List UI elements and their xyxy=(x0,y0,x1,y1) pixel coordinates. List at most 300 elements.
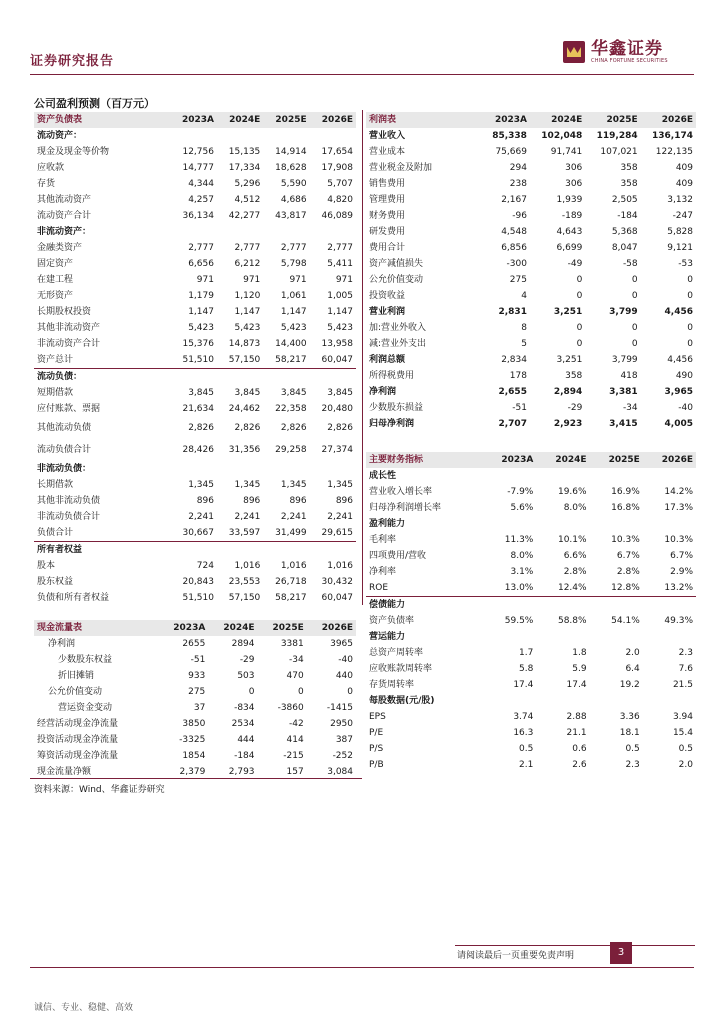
table-row xyxy=(34,128,356,144)
cell-value: 418 xyxy=(620,371,638,381)
table-row xyxy=(366,416,696,432)
table-row xyxy=(34,401,356,417)
cell-value: 3,251 xyxy=(553,307,583,317)
cell-value: 49.3% xyxy=(664,616,693,626)
row-label: 长期借款 xyxy=(37,480,74,490)
logo-mark-icon xyxy=(563,41,585,63)
table-row xyxy=(366,516,696,532)
cell-value: 17.4 xyxy=(566,680,587,690)
cell-value: 933 xyxy=(188,671,206,681)
row-label: 短期借款 xyxy=(37,388,74,398)
row-label: 少数股东损益 xyxy=(369,403,424,413)
row-label: 营运能力 xyxy=(369,632,406,642)
cell-value: 4,257 xyxy=(188,195,214,205)
cell-value: 7.6 xyxy=(678,664,693,674)
table-row xyxy=(366,693,696,709)
table-row xyxy=(366,256,696,272)
cell-value: 3,799 xyxy=(609,307,638,317)
cell-value: 23,553 xyxy=(228,577,261,587)
cell-value: 12.4% xyxy=(536,580,589,597)
cell-value: 12.8% xyxy=(590,580,643,597)
row-label: 减:营业外支出 xyxy=(369,339,427,349)
cell-value: -42 xyxy=(289,719,304,729)
row-label: 净利润 xyxy=(48,639,76,649)
cell-value: -300 xyxy=(506,259,527,269)
table-row xyxy=(34,160,356,176)
table-row xyxy=(34,636,356,652)
cell-value: 8,047 xyxy=(611,243,638,253)
cell-value: 3,845 xyxy=(280,388,307,398)
table-row xyxy=(34,256,356,272)
row-label: 盈利能力 xyxy=(369,519,406,529)
table-row xyxy=(34,461,356,477)
cell-value: -252 xyxy=(332,751,353,761)
table-row xyxy=(34,417,356,439)
row-label: 公允价值变动 xyxy=(48,687,103,697)
cell-value xyxy=(263,224,309,240)
cell-value: 0.6 xyxy=(572,744,587,754)
row-label: 现金流量净额 xyxy=(37,767,92,777)
row-label: 管理费用 xyxy=(369,195,406,205)
table-row xyxy=(34,224,356,240)
year-header: 2025E xyxy=(585,112,640,128)
cell-value: 4,456 xyxy=(667,355,693,365)
cell-value: 971 xyxy=(335,275,353,285)
row-label: 负债合计 xyxy=(34,525,170,542)
cell-value: 0 xyxy=(248,687,255,697)
financial-indicators-table xyxy=(366,452,696,773)
row-label: 应付账款、票据 xyxy=(37,404,101,414)
cell-value: 60,047 xyxy=(321,593,353,603)
table-row xyxy=(34,477,356,493)
cell-value: 13,958 xyxy=(321,339,353,349)
table-row xyxy=(366,288,696,304)
cell-value: 9,121 xyxy=(667,243,693,253)
table-row xyxy=(34,509,356,525)
cell-value: 1,016 xyxy=(327,561,353,571)
table-row xyxy=(366,661,696,677)
cell-value: 2,655 xyxy=(498,387,527,397)
cell-value: 4,005 xyxy=(664,419,693,429)
cell-value: 2.0 xyxy=(678,760,693,770)
balance-sheet-table xyxy=(34,112,356,606)
cell-value: 16.3 xyxy=(513,728,534,738)
cell-value xyxy=(643,516,696,532)
cell-value: -189 xyxy=(561,211,583,221)
row-label: 非流动负债合计 xyxy=(37,512,101,522)
cell-value: 414 xyxy=(286,735,304,745)
cell-value: 136,174 xyxy=(652,131,693,141)
cell-value xyxy=(482,468,536,484)
row-label: 资产总计 xyxy=(34,352,170,369)
cell-value: 91,741 xyxy=(550,147,583,157)
income-statement-table xyxy=(366,112,696,432)
cell-value: 2655 xyxy=(182,639,206,649)
cell-value: 2,241 xyxy=(188,512,214,522)
row-label: 营业收入增长率 xyxy=(369,487,433,497)
cell-value: 1854 xyxy=(182,751,206,761)
table-row xyxy=(366,160,696,176)
cell-value: 4 xyxy=(521,291,527,301)
table-row xyxy=(366,352,696,368)
cell-value: -34 xyxy=(289,655,304,665)
cell-value: 58.8% xyxy=(557,616,587,626)
table-row xyxy=(366,224,696,240)
cell-value: 8.0% xyxy=(510,551,534,561)
cell-value: 896 xyxy=(289,496,307,506)
row-label: 少数股东权益 xyxy=(58,655,113,665)
cell-value: -40 xyxy=(338,655,353,665)
cell-value: 59.5% xyxy=(504,616,534,626)
cell-value xyxy=(170,542,217,559)
table-row xyxy=(366,368,696,384)
cell-value xyxy=(217,224,263,240)
cell-value: 5 xyxy=(521,339,527,349)
row-label: 其他流动负债 xyxy=(37,423,92,433)
year-header: 2025E xyxy=(263,112,309,128)
year-header: 2023A xyxy=(482,112,530,128)
cell-value: 5,828 xyxy=(667,227,693,237)
table-row xyxy=(34,336,356,352)
cell-value: 17.4 xyxy=(513,680,534,690)
cell-value: 2,894 xyxy=(553,387,583,397)
cell-value xyxy=(263,461,309,477)
cell-value: 3,132 xyxy=(667,195,693,205)
cell-value: 17,908 xyxy=(321,163,353,173)
cell-value: 1,147 xyxy=(234,307,261,317)
year-header: 2024E xyxy=(530,112,585,128)
cell-value xyxy=(536,693,589,709)
table-row xyxy=(34,304,356,320)
cell-value: 15,135 xyxy=(228,147,261,157)
cell-value: -3325 xyxy=(179,735,206,745)
cell-value: 294 xyxy=(509,163,527,173)
row-label: 长期股权投资 xyxy=(37,307,92,317)
cell-value: 10.3% xyxy=(664,535,693,545)
table-row xyxy=(366,144,696,160)
cell-value: 724 xyxy=(196,561,214,571)
cell-value: 4,456 xyxy=(664,307,693,317)
cell-value: 157 xyxy=(286,767,304,777)
cell-value: 57,150 xyxy=(217,352,263,369)
year-header: 2026E xyxy=(307,620,356,636)
row-label: 应收账款周转率 xyxy=(369,664,433,674)
row-label: P/S xyxy=(369,744,384,754)
cell-value: -834 xyxy=(234,703,255,713)
cell-value: 4,548 xyxy=(501,227,527,237)
cell-value: 2894 xyxy=(231,639,255,649)
cell-value: 2950 xyxy=(330,719,353,729)
cell-value: -29 xyxy=(567,403,583,413)
cell-value: 896 xyxy=(335,496,353,506)
table-row xyxy=(34,385,356,401)
cell-value: 3381 xyxy=(280,639,304,649)
year-header: 2026E xyxy=(641,112,696,128)
cell-value: 6.4 xyxy=(625,664,640,674)
row-label: 费用合计 xyxy=(369,243,406,253)
year-header: 2026E xyxy=(643,452,696,468)
row-label: 其他非流动负债 xyxy=(37,496,101,506)
cell-value: 2,379 xyxy=(179,767,206,777)
cell-value xyxy=(536,597,589,614)
cell-value: 275 xyxy=(188,687,206,697)
cell-value: 2,707 xyxy=(498,419,527,429)
cell-value: 178 xyxy=(509,371,527,381)
cell-value: 3,415 xyxy=(609,419,638,429)
year-header: 2023A xyxy=(482,452,536,468)
row-label: 偿债能力 xyxy=(369,600,406,610)
cell-value: 6,212 xyxy=(234,259,261,269)
row-label: 四项费用/营收 xyxy=(369,551,427,561)
cell-value: 2.6 xyxy=(572,760,587,770)
cell-value: 2,826 xyxy=(327,423,353,433)
cell-value xyxy=(263,369,309,386)
cell-value: 306 xyxy=(565,163,583,173)
cell-value: 470 xyxy=(286,671,304,681)
cell-value: 15,376 xyxy=(182,339,214,349)
cell-value: 444 xyxy=(237,735,255,745)
row-label: 流动负债合计 xyxy=(37,445,92,455)
row-label: 所得税费用 xyxy=(369,371,415,381)
cell-value: 4,820 xyxy=(327,195,353,205)
cell-value: 971 xyxy=(196,275,214,285)
cell-value: 29,615 xyxy=(310,525,356,542)
cell-value: 6.6% xyxy=(563,551,587,561)
cell-value: 0 xyxy=(631,323,638,333)
table-row xyxy=(366,677,696,693)
cell-value: 2,241 xyxy=(234,512,261,522)
table-header-row xyxy=(366,112,696,128)
cell-value: 5.9 xyxy=(572,664,587,674)
table-row xyxy=(34,439,356,461)
cell-value: 0 xyxy=(687,323,693,333)
table-title: 资产负债表 xyxy=(34,112,170,128)
cell-value: 17.3% xyxy=(664,503,693,513)
table-row xyxy=(34,684,356,700)
cell-value: 3,084 xyxy=(327,767,353,777)
cell-value: 1,061 xyxy=(280,291,307,301)
table-row xyxy=(366,384,696,400)
cell-value: 358 xyxy=(565,371,583,381)
cell-value: 14.2% xyxy=(664,487,693,497)
cell-value: 2,505 xyxy=(611,195,638,205)
cell-value: 3,965 xyxy=(664,387,693,397)
cell-value: 1,345 xyxy=(327,480,353,490)
cell-value: 3,799 xyxy=(611,355,638,365)
cell-value: 0 xyxy=(631,291,638,301)
cell-value: 58,217 xyxy=(275,593,307,603)
table-row xyxy=(34,732,356,748)
table-row xyxy=(34,748,356,764)
cell-value: 6,656 xyxy=(188,259,214,269)
row-label: 所有者权益 xyxy=(37,545,83,555)
cell-value: 409 xyxy=(675,179,693,189)
row-label: 毛利率 xyxy=(369,535,397,545)
cell-value: 1,120 xyxy=(234,291,261,301)
cell-value: -247 xyxy=(672,211,693,221)
table-row xyxy=(366,240,696,256)
cell-value: 2,923 xyxy=(553,419,583,429)
cell-value: 27,374 xyxy=(321,445,353,455)
cell-value: 15.4 xyxy=(672,728,693,738)
table-row xyxy=(34,352,356,369)
cell-value xyxy=(590,629,643,645)
table-row xyxy=(34,144,356,160)
cell-value: -1415 xyxy=(326,703,353,713)
cell-value: 51,510 xyxy=(170,352,217,369)
cell-value xyxy=(310,542,356,559)
row-label: 固定资产 xyxy=(37,259,74,269)
cell-value xyxy=(536,468,589,484)
data-source: 资料来源：Wind、华鑫证券研究 xyxy=(34,785,165,795)
table-row xyxy=(34,369,356,386)
cell-value: 1,016 xyxy=(280,561,307,571)
cell-value: 2,777 xyxy=(327,243,353,253)
table-row xyxy=(366,548,696,564)
cell-value: 21.5 xyxy=(672,680,693,690)
year-header: 2024E xyxy=(208,620,257,636)
disclaimer-link[interactable]: 请阅读最后一页重要免责声明 xyxy=(457,951,575,961)
cell-value: 2.8% xyxy=(563,567,587,577)
column-divider xyxy=(362,110,363,605)
cell-value: 14,400 xyxy=(275,339,307,349)
cell-value xyxy=(217,461,263,477)
row-label: P/B xyxy=(369,760,384,770)
cell-value: 1,147 xyxy=(327,307,353,317)
cell-value: 0.5 xyxy=(678,744,693,754)
cash-flow-table xyxy=(34,620,356,780)
cell-value: 0 xyxy=(631,339,638,349)
cell-value: 2534 xyxy=(231,719,255,729)
cell-value: 10.1% xyxy=(557,535,587,545)
cell-value: 36,134 xyxy=(182,211,214,221)
row-label: 负债和所有者权益 xyxy=(37,593,110,603)
cell-value: 5.6% xyxy=(510,503,534,513)
cell-value: 503 xyxy=(237,671,255,681)
cell-value: -53 xyxy=(678,259,693,269)
cell-value: 3965 xyxy=(330,639,353,649)
year-header: 2023A xyxy=(158,620,208,636)
cell-value: 2,826 xyxy=(188,423,214,433)
cell-value: 2,793 xyxy=(228,767,255,777)
row-label: 现金及现金等价物 xyxy=(37,147,110,157)
row-label: ROE xyxy=(366,580,482,597)
cell-value xyxy=(310,461,356,477)
cell-value: 0 xyxy=(576,291,583,301)
table-row xyxy=(34,590,356,606)
table-row xyxy=(366,336,696,352)
cell-value: -184 xyxy=(617,211,638,221)
table-row xyxy=(366,629,696,645)
cell-value xyxy=(170,224,217,240)
cell-value xyxy=(310,128,356,144)
cell-value xyxy=(170,461,217,477)
row-label: 其他非流动资产 xyxy=(37,323,101,333)
cell-value: 102,048 xyxy=(541,131,583,141)
cell-value: 28,426 xyxy=(182,445,214,455)
cell-value: 2.0 xyxy=(625,648,640,658)
table-title: 现金流量表 xyxy=(34,620,158,636)
cell-value: 5,798 xyxy=(280,259,307,269)
cell-value: -7.9% xyxy=(507,487,534,497)
cell-value: 440 xyxy=(335,671,353,681)
cell-value: 1,016 xyxy=(234,561,261,571)
cell-value: 1,345 xyxy=(188,480,214,490)
cell-value: -184 xyxy=(234,751,255,761)
cell-value: 122,135 xyxy=(655,147,693,157)
row-label: 归母净利润 xyxy=(369,419,415,429)
row-label: 投资收益 xyxy=(369,291,406,301)
cell-value: 275 xyxy=(509,275,527,285)
table-header-row xyxy=(366,452,696,468)
company-logo xyxy=(563,40,668,64)
cell-value xyxy=(590,693,643,709)
row-label: 筹资活动现金净流量 xyxy=(37,751,119,761)
cell-value: 60,047 xyxy=(310,352,356,369)
logo-cn-text: 华鑫证券 xyxy=(591,39,663,59)
row-label: 营运资金变动 xyxy=(58,703,113,713)
row-label: 存货 xyxy=(37,179,56,189)
row-label: 金融类资产 xyxy=(37,243,83,253)
cell-value: 26,718 xyxy=(275,577,307,587)
cell-value: 8 xyxy=(521,323,527,333)
row-label: 无形资产 xyxy=(37,291,74,301)
cell-value: 896 xyxy=(196,496,214,506)
cell-value xyxy=(263,542,309,559)
table-row xyxy=(34,558,356,574)
table-row xyxy=(366,597,696,614)
table-row xyxy=(366,320,696,336)
table-row xyxy=(366,741,696,757)
row-label: P/E xyxy=(369,728,384,738)
table-row xyxy=(34,320,356,336)
cell-value: 3,251 xyxy=(556,355,583,365)
cell-value: 8.0% xyxy=(563,503,587,513)
cell-value xyxy=(482,597,536,614)
cell-value: 5,590 xyxy=(280,179,307,189)
row-label: 每股数据(元/股) xyxy=(369,696,435,706)
table-row xyxy=(366,400,696,416)
cell-value: 21,634 xyxy=(182,404,214,414)
cell-value: 3.94 xyxy=(672,712,693,722)
cell-value xyxy=(170,369,217,386)
table-row xyxy=(34,272,356,288)
cell-value: 12,756 xyxy=(182,147,214,157)
cell-value: 5,423 xyxy=(234,323,261,333)
row-label: 折旧摊销 xyxy=(58,671,95,681)
cell-value xyxy=(217,128,263,144)
row-label: 存货周转率 xyxy=(369,680,415,690)
cell-value xyxy=(482,516,536,532)
cell-value xyxy=(217,542,263,559)
cell-value: 107,021 xyxy=(600,147,638,157)
row-label: 归母净利润增长率 xyxy=(369,503,442,513)
row-label: 研发费用 xyxy=(369,227,406,237)
year-header: 2026E xyxy=(310,112,356,128)
table-header-row xyxy=(34,112,356,128)
cell-value: 2,777 xyxy=(188,243,214,253)
cell-value: 17,654 xyxy=(321,147,353,157)
cell-value: -51 xyxy=(512,403,527,413)
year-header: 2023A xyxy=(170,112,217,128)
cell-value: 5,423 xyxy=(327,323,353,333)
page-number: 3 xyxy=(610,942,632,964)
cell-value: 2,241 xyxy=(280,512,307,522)
cell-value: 11.3% xyxy=(504,535,534,545)
table-row xyxy=(34,716,356,732)
cell-value: 14,873 xyxy=(228,339,261,349)
cell-value xyxy=(170,128,217,144)
